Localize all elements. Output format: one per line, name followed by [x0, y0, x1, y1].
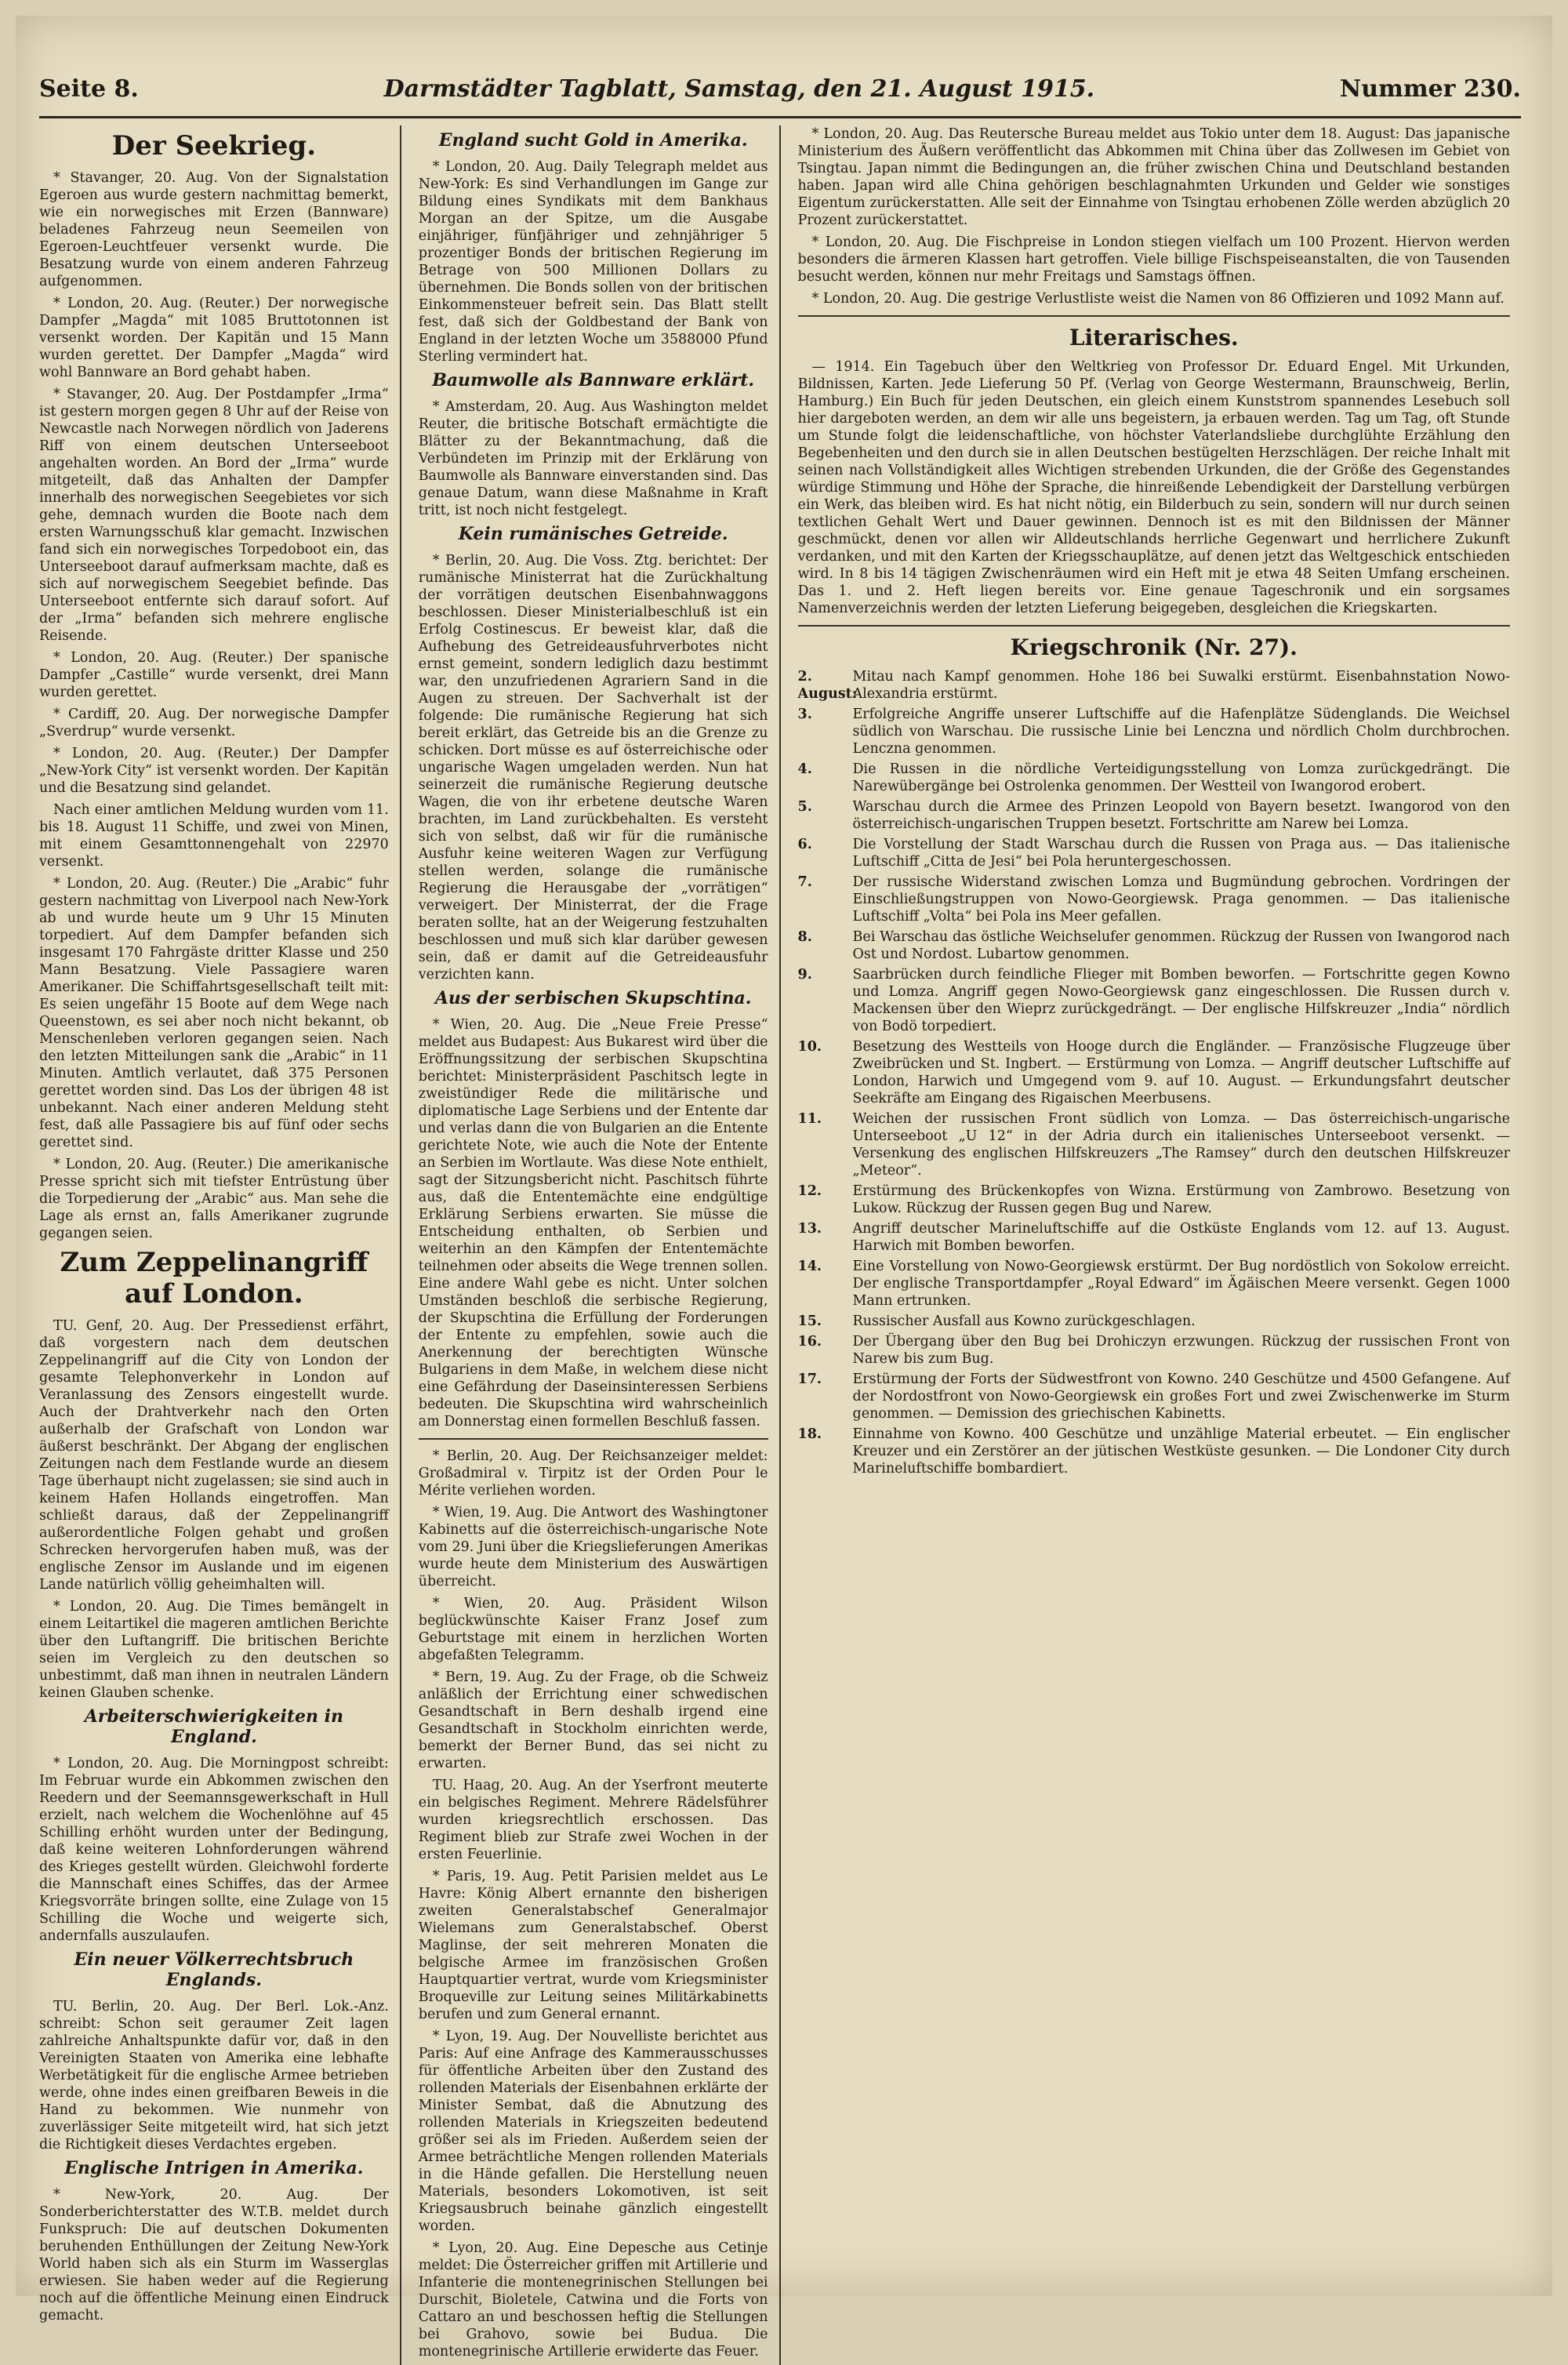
paragraph: * Wien, 19. Aug. Die Antwort des Washingtoner Kabinetts auf die österreichisch-ungarische Note vom 29. Juni über die Kriegslieferungen Amerikas wurde heute dem Ministerium des Auswärtigen überreicht. — [418, 1505, 768, 1589]
heading-intrigen: Englische Intrigen in Amerika. — [64, 2158, 364, 2178]
paragraph: * London, 20. Aug. Das Reutersche Bureau meldet aus Tokio unter dem 18. August: Das japanische Ministerium des Äußern veröffentlicht das Abkommen mit China über das Zollwesen im Gebiet von Tsingtau. Japan nimmt die Bedingungen an, die früher zwischen China und Deutschland bestanden haben. Japan wird alle China gehörigen beschlagnahmten Urkunden und Gelder wie sonstiges Eigentum zurückerstatten. Alle seit der Einnahme von Tsingtau erhobenen Zölle werden abzüglich 20 Prozent zurückerstattet. — [797, 126, 1510, 228]
chronik-entry — [798, 928, 1510, 963]
article-literarisches — [798, 358, 1510, 617]
paragraph: * London, 20. Aug. (Reuter.) Die „Arabic“ fuhr gestern nachmittag von Liverpool nach New-York ab und wurde heute um 9 Uhr 15 Minuten torpediert. Auf dem Dampfer befanden sich insgesamt 170 Fahrgäste dritter Klasse und 250 Mann Besatzung. Viele Passagiere waren Amerikaner. Die Schiffahrtsgesellschaft teilt mit: Es seien ungefähr 15 Boote auf dem Wege nach Queenstown, es sei aber noch nicht bekannt, ob Menschenleben verloren gegangen seien. Nach den letzten Mitteilungen sank die „Arabic“ in 11 Minuten. Amtlich verlautet, daß 375 Personen gerettet worden sind. Das Los der übrigen 48 ist unbekannt. Nach einer anderen Meldung steht fest, daß alle Passagiere bis auf fünf oder sechs gerettet sind. — [39, 876, 389, 1150]
paragraph: * Bern, 19. Aug. Zu der Frage, ob die Schweiz anläßlich der Errichtung einer schwedischen Gesandtschaft in Bern deshalb irgend eine Gesandtschaft in Stockholm einrichten werde, bemerkt der Berner Bund, das sei nicht zu erwarten. — [418, 1669, 768, 1771]
paragraph: * London, 20. Aug. Die Fischpreise in London stiegen vielfach um 100 Prozent. Hiervon werden besonders die ärmeren Klassen hart getroffen. Viele billige Fischspeiseanstalten, die von Tausenden besucht werden, können nur mehr Freitags und Samstags öffnen. — [797, 234, 1510, 285]
chronik-entry — [798, 1333, 1510, 1368]
article-misc — [419, 1448, 768, 2360]
heading-literarisches: Literarisches. — [1069, 325, 1239, 351]
paragraph: * Berlin, 20. Aug. Der Reichsanzeiger meldet: Großadmiral v. Tirpitz ist der Orden Pour le Mérite verliehen worden. — [418, 1448, 768, 1499]
chronik-text: Der russische Widerstand zwischen Lomza und Bugmündung gebrochen. Vordringen der Einschließungstruppen von Nowo-Georgiewsk. Praga genommen. — Das italienische Luftschiff „Volta“ bei Pola ins Meer gefallen. — [852, 874, 1510, 925]
chronik-text: Der Übergang über den Bug bei Drohiczyn erzwungen. Rückzug der russischen Front von Narew bis zum Bug. — [852, 1334, 1510, 1367]
chronik-text: Die Russen in die nördliche Verteidigungsstellung von Lomza zurückgedrängt. Die Narewübergänge bei Ostrolenka genommen. Der Westteil von Iwangorod erobert. — [852, 761, 1510, 794]
heading-kriegschronik: Kriegschronik (Nr. 27). — [1010, 634, 1298, 660]
paragraph: * London, 20. Aug. Die Morningpost schreibt: Im Februar wurde ein Abkommen zwischen den Reedern und der Seemannsgewerkschaft in Hull erzielt, nach welchem die Wochenlöhne auf 45 Schilling erhöht wurden unter der Bedingung, daß keine weiteren Lohnforderungen während des Krieges gestellt würden. Gleichwohl forderte die Mannschaft eines Schiffes, das der Armee Kriegsvorräte bringen sollte, eine Zulage von 15 Schilling die Woche und weigerte sich, andernfalls auszulaufen. — [39, 1756, 389, 1944]
chronik-text: Die Vorstellung der Stadt Warschau durch die Russen von Praga aus. — Das italienische Luftschiff „Citta de Jesi“ bei Pola heruntergeschossen. — [852, 837, 1510, 870]
article-getreide — [419, 552, 768, 983]
paragraph: * Wien, 20. Aug. Präsident Wilson beglückwünschte Kaiser Franz Josef zum Geburtstage mit einem in herzlichen Worten abgefaßten Telegramm. — [418, 1596, 768, 1663]
paragraph: * London, 20. Aug. (Reuter.) Der spanische Dampfer „Castille“ wurde versenkt, drei Mann wurden gerettet. — [39, 650, 389, 700]
paragraph: * London, 20. Aug. Die gestrige Verlustliste weist die Namen von 86 Offizieren und 1092 Mann auf. — [811, 291, 1504, 307]
chronik-date: 6. — [797, 837, 812, 852]
heading-arbeiter: Arbeiterschwierigkeiten in England. — [84, 1706, 344, 1747]
chronik-date: 18. — [797, 1426, 822, 1442]
chronik-date: 9. — [797, 967, 812, 983]
chronik-text: Weichen der russischen Front südlich von Lomza. — Das österreichisch-ungarische Unterseeboot „U 12“ in der Adria durch ein italienisches Unterseeboot versenkt. — Versenkung des englischen Hilfskreuzers „The Ramsey“ durch den deutschen Hilfskreuzer „Meteor“. — [852, 1111, 1510, 1179]
chronik-entry — [798, 798, 1510, 833]
chronik-date: 14. — [797, 1259, 822, 1274]
chronik-date: 12. — [797, 1183, 822, 1199]
paragraph: * New-York, 20. Aug. Der Sonderberichterstatter des W.T.B. meldet durch Funkspruch: Die auf deutschen Dokumenten beruhenden Enthüllungen der Zeitung New-York World haben sich als ein Sturm im Wasserglas erwiesen. Sie haben weder auf die Regierung noch auf die öffentliche Meinung einen Eindruck gemacht. — [39, 2187, 389, 2323]
paragraph: * Wien, 20. Aug. Die „Neue Freie Presse“ meldet aus Budapest: Aus Bukarest wird über die Eröffnungssitzung der serbischen Skupschtina berichtet: Ministerpräsident Paschitsch legte in zweistündiger Rede die militärische und diplomatische Lage Serbiens und der Entente dar und verlas dann die von Bulgarien an die Entente gerichtete Note, wie auch die Note der Entente an Serbien im Wortlaute. Was diese Note enthielt, sagt der Sitzungsbericht nicht. Paschitsch führte aus, daß die Ententemächte eine endgültige Erklärung Serbiens erwarten. Sie müsse die Entscheidung enthalten, ob Serbien und weiterhin an den Kämpfen der Ententemächte teilnehmen oder abseits die Wege trennen sollen. Eine andere Wahl gebe es nicht. Unter solchen Umständen beschloß die serbische Regierung, der Skupschtina die Erfüllung der Forderungen der Entente zu empfehlen, sowie auch die Anerkennung der berechtigten Wünsche Bulgariens in dem Maße, in welchem diese nicht eine Gefährdung der Daseinsinteressen Serbiens bedeuten. Die Skupschtina wird wahrscheinlich am Donnerstag einen formellen Beschluß fassen. — [418, 1017, 768, 1430]
chronik-text: Angriff deutscher Marineluftschiffe auf die Ostküste Englands vom 12. auf 13. August. Harwich mit Bomben beworfen. — [852, 1221, 1510, 1254]
chronik-entry — [798, 1220, 1510, 1255]
heading-zeppelin: Zum Zeppelinangriff auf London. — [60, 1247, 368, 1310]
chronik-text: Erstürmung der Forts der Südwestfront von Kowno. 240 Geschütze und 4500 Gefangene. Auf der Nordostfront von Nowo-Georgiewsk ein großes Fort und zwei Zwischenwerke im Sturm genommen. — Demission des griechischen Kabinetts. — [852, 1371, 1510, 1422]
article-voelkerrecht — [39, 1998, 389, 2153]
chronik-text: Eine Vorstellung von Nowo-Georgiewsk erstürmt. Der Bug nordöstlich von Sokolow erreicht. Der englische Transportdampfer „Royal Edward“ im Ägäischen Meere versenkt. Gegen 1000 Mann ertrunken. — [852, 1259, 1510, 1309]
chronik-entry — [798, 706, 1510, 757]
chronik-entry — [798, 668, 1510, 703]
article-zeppelin — [39, 1317, 389, 1702]
paragraph: * London, 20. Aug. (Reuter.) Die amerikanische Presse spricht sich mit tiefster Entrüstung über die Torpedierung der „Arabic“ aus. Man sehe die Lage als ernst an, falls Amerikaner zugrunde gegangen seien. — [39, 1157, 389, 1241]
column-1 — [39, 125, 401, 2365]
masthead-title: Darmstädter Tagblatt, Samstag, den 21. August 1915. — [383, 74, 1095, 103]
article-top — [798, 125, 1510, 307]
article-arbeiter — [39, 1755, 389, 1945]
chronik-entry — [798, 1182, 1510, 1217]
paragraph: * Stavanger, 20. Aug. Der Postdampfer „Irma“ ist gestern morgen gegen 8 Uhr auf der Reise von Newcastle nach Norwegen nördlich von Jaderens Riff von einem deutschen Unterseeboot angehalten worden. An Bord der „Irma“ wurde mitgeteilt, daß das Anhalten der Dampfer innerhalb des norwegischen Seegebietes vor sich gehe, demnach wurden die Boote nach dem ersten Warnungsschuß klar gemacht. Inzwischen fand sich ein norwegisches Torpedoboot ein, das Unterseeboot darauf aufmerksam machte, daß es sich auf norwegischem Seegebiet befinde. Das Unterseeboot entfernte sich darauf sofort. Auf der „Irma“ befanden sich mehrere englische Reisende. — [39, 387, 389, 644]
heading-getreide: Kein rumänisches Getreide. — [458, 524, 728, 544]
kriegschronik-list — [798, 668, 1510, 1477]
article-skupschtina — [419, 1016, 768, 1430]
paragraph: * London, 20. Aug. (Reuter.) Der norwegische Dampfer „Magda“ mit 1085 Bruttotonnen ist versenkt worden. Der Kapitän und 15 Mann wurden gerettet. Der Dampfer „Magda“ wird wohl Bannware an Bord gehabt haben. — [39, 296, 389, 380]
divider — [798, 625, 1510, 627]
paragraph: TU. Berlin, 20. Aug. Der Berl. Lok.-Anz. schreibt: Schon seit geraumer Zeit lagen zahlreiche Anhaltspunkte dafür vor, daß in den Vereinigten Staaten von Amerika eine lebhafte Werbetätigkeit für die englische Armee betrieben werde, ohne indes einen greifbaren Beweis in die Hand zu bekommen. Wie nunmehr von zuverlässiger Seite mitgeteilt wird, hat sich jetzt die Richtigkeit dieses Verdachtes ergeben. — [39, 1999, 389, 2152]
article-baumwolle — [419, 398, 768, 519]
newspaper-page — [16, 16, 1552, 2360]
article-gold — [419, 158, 768, 365]
heading-voelkerrecht: Ein neuer Völkerrechtsbruch Englands. — [74, 1949, 354, 1990]
paragraph: * London, 20. Aug. (Reuter.) Der Dampfer „New-York City“ ist versenkt worden. Der Kapitän und die Besatzung sind gelandet. — [39, 746, 389, 796]
divider — [798, 315, 1510, 317]
chronik-text: Bei Warschau das östliche Weichselufer genommen. Rückzug der Russen von Iwangorod nach Ost und Nordost. Lubartow genommen. — [852, 929, 1510, 962]
chronik-date: 8. — [797, 929, 812, 945]
columns — [39, 125, 1521, 2360]
heading-seekrieg: Der Seekrieg. — [111, 130, 317, 162]
chronik-date: 4. — [797, 761, 812, 777]
column-3 — [798, 125, 1521, 2365]
divider — [419, 1438, 768, 1440]
chronik-text: Besetzung des Westteils von Hooge durch die Engländer. — Französische Flugzeuge über Zweibrücken und St. Ingbert. — Erstürmung von Lomza. — Angriff deutscher Luftschiffe auf London, Harwich und Umgegend vom 9. auf 10. August. — Erkundungsfahrt deutscher Seekräfte am Eingang des Rigaischen Meerbusens. — [852, 1039, 1510, 1106]
chronik-entry — [798, 874, 1510, 925]
chronik-date: 13. — [797, 1221, 822, 1237]
paragraph: * Paris, 19. Aug. Petit Parisien meldet aus Le Havre: König Albert ernannte den bisherigen zweiten Generalstabschef Generalmajor Wielemans zum Generalstabschef. Oberst Maglinse, der seit mehreren Monaten die belgische Armee im französischen Großen Hauptquartier vertrat, wurde vom Kriegsminister Broqueville zur Leitung seines Militärkabinetts berufen und zum General ernannt. — [418, 1869, 768, 2022]
chronik-date: 15. — [797, 1313, 822, 1329]
page-header — [39, 61, 1521, 118]
chronik-date: 10. — [797, 1039, 822, 1055]
chronik-date: 5. — [797, 799, 812, 815]
paragraph: * Cardiff, 20. Aug. Der norwegische Dampfer „Sverdrup“ wurde versenkt. — [39, 707, 389, 739]
chronik-date: 17. — [797, 1371, 822, 1387]
chronik-text: Saarbrücken durch feindliche Flieger mit Bomben beworfen. — Fortschritte gegen Kowno und Lomza. Angriff gegen Nowo-Georgiewsk ganz eingeschlossen. Die Russen durch v. Mackensen über den Wieprz zurückgedrängt. — Der englische Hilfskreuzer „India“ nördlich von Bodö torpediert. — [852, 967, 1510, 1034]
chronik-date: 16. — [797, 1334, 822, 1350]
paragraph: * Stavanger, 20. Aug. Von der Signalstation Egeroen aus wurde gestern nachmittag bemerkt, wie ein norwegisches mit Erzen (Bannware) beladenes Fahrzeug neun Seemeilen von Egeroen-Leuchtfeuer versenkt wurde. Die Besatzung wurde von einem anderen Fahrzeug aufgenommen. — [39, 170, 389, 289]
chronik-entry — [798, 1371, 1510, 1422]
chronik-text: Erstürmung des Brückenkopfes von Wizna. Erstürmung von Zambrowo. Besetzung von Lukow. Rückzug der Russen gegen Bug und Narew. — [852, 1183, 1510, 1216]
chronik-text: Erfolgreiche Angriffe unserer Luftschiffe auf die Hafenplätze Südenglands. Die Weichsel südlich von Warschau. Die russische Linie bei Lenczna und nördlich Cholm durchbrochen. Lenczna genommen. — [852, 707, 1510, 757]
chronik-date: 11. — [797, 1111, 822, 1127]
chronik-text: Einnahme von Kowno. 400 Geschütze und unzählige Material erbeutet. — Ein englischer Kreuzer und ein Zerstörer an der jütischen Westküste gesunken. — Die Londoner City durch Marineluftschiffe bombardiert. — [852, 1426, 1510, 1477]
page-number: Seite 8. — [39, 74, 139, 103]
chronik-entry — [798, 966, 1510, 1035]
chronik-date: 3. — [797, 707, 812, 722]
heading-skupschtina: Aus der serbischen Skupschtina. — [434, 988, 752, 1008]
paragraph: * London, 20. Aug. Daily Telegraph meldet aus New-York: Es sind Verhandlungen im Gange zur Bildung eines Syndikats mit dem Bankhaus Morgan an der Spitze, um die Ausgabe einjähriger, fünfjähriger und zehnjähriger 5 prozentiger Bonds der britischen Regierung im Betrage von 500 Millionen Dollars zu übernehmen. Die Bonds sollen von der britischen Einkommensteuer befreit sein. Das Blatt stellt fest, daß sich der Goldbestand der Bank von England in der letzten Woche um 3588000 Pfund Sterling vermindert hat. — [418, 159, 768, 365]
chronik-entry — [798, 1313, 1510, 1330]
chronik-entry — [798, 836, 1510, 870]
chronik-entry — [798, 1258, 1510, 1310]
heading-gold: England sucht Gold in Amerika. — [438, 130, 748, 151]
paragraph: * Berlin, 20. Aug. Die Voss. Ztg. berichtet: Der rumänische Ministerrat hat die Zurückhaltung der vorrätigen deutschen Eisenbahnwaggons beschlossen. Dieser Ministerialbeschluß ist ein Erfolg Costinescus. Er beweist klar, daß die Aufhebung des Getreideausfuhrverbotes nicht ernst gemeint, sondern lediglich dazu bestimmt war, den unzufriedenen Agrariern Sand in die Augen zu streuen. Der Sachverhalt ist der folgende: Die rumänische Regierung hat sich bereit erklärt, das Getreide bis an die Grenze zu schicken. Dort müsse es auf österreichische oder ungarische Wagen umgeladen werden. Nun hat seinerzeit die rumänische Regierung deutsche Wagen, die von ihr erbetene deutsche Waren brachten, im Land zurückbehalten. Es versteht sich von selbst, daß wir für die rumänische Ausfuhr keine weiteren Wagen zur Verfügung stellen werden, solange die rumänische Regierung die Herausgabe der „vorrätigen“ verweigert. Der Ministerrat, der die Frage beraten sollte, hat an der Weigerung festzuhalten beschlossen und muß sich klar darüber gewesen sein, daß er damit auf die Getreideausfuhr verzichten kann. — [418, 553, 768, 983]
heading-baumwolle: Baumwolle als Bannware erklärt. — [432, 370, 755, 391]
paragraph: * London, 20. Aug. Die Times bemängelt in einem Leitartikel die mageren amtlichen Berichte über den Luftangriff. Die britischen Berichte seien im Vergleich zu den deutschen so unbestimmt, daß man ihnen in neutralen Ländern keinen Glauben schenke. — [39, 1599, 389, 1701]
chronik-date: 7. — [797, 874, 812, 890]
chronik-entry — [798, 1426, 1510, 1477]
column-2 — [419, 125, 781, 2365]
chronik-entry — [798, 1110, 1510, 1179]
issue-number: Nummer 230. — [1339, 74, 1521, 103]
chronik-text: Russischer Ausfall aus Kowno zurückgeschlagen. — [852, 1313, 1196, 1329]
chronik-text: Warschau durch die Armee des Prinzen Leopold von Bayern besetzt. Iwangorod von den österreichisch-ungarischen Truppen besetzt. Fortschritte am Narew bei Lomza. — [852, 799, 1510, 832]
paragraph: TU. Genf, 20. Aug. Der Pressedienst erfährt, daß vorgestern nach dem deutschen Zeppelinangriff auf die City von London der gesamte Telephonverkehr in London auf Veranlassung des Zensors eingestellt wurde. Auch der Drahtverkehr nach den Orten außerhalb der Grafschaft von London war äußerst beschränkt. Der Abgang der englischen Zeitungen nach dem Festlande wurde an diesem Tage überhaupt nicht zugelassen; sie sind auch in keinem Hafen Hollands eingetroffen. Man schließt daraus, daß der Zeppelinangriff außerordentliche Folgen gehabt und großen Schrecken hervorgerufen haben muß, was der englische Zensor im Auslande und im eigenen Lande natürlich völlig geheimhalten will. — [39, 1318, 389, 1593]
article-seekrieg — [39, 169, 389, 1242]
chronik-text: Mitau nach Kampf genommen. Hohe 186 bei Suwalki erstürmt. Eisenbahnstation Nowo-Alexandria erstürmt. — [852, 669, 1510, 702]
chronik-entry — [798, 1038, 1510, 1107]
paragraph: * Lyon, 19. Aug. Der Nouvelliste berichtet aus Paris: Auf eine Anfrage des Kammerausschusses für öffentliche Arbeiten über den Zustand des rollenden Materials der Eisenbahnen erklärte der Minister Sembat, daß die Abnutzung des rollenden Materials in Kriegszeiten bedeutend größer sei als im Frieden. Außerdem seien der Armee beträchtliche Mengen rollenden Materials in die Hände gefallen. Die Herstellung neuen Materials, besonders Lokomotiven, ist seit Kriegsausbruch beinahe gänzlich eingestellt worden. — [418, 2029, 768, 2234]
paragraph: Nach einer amtlichen Meldung wurden vom 11. bis 18. August 11 Schiffe, und zwei von Minen, mit einem Gesamttonnengehalt von 22970 versenkt. — [39, 802, 389, 870]
chronik-date: 2. August: — [797, 669, 858, 702]
paragraph: * Amsterdam, 20. Aug. Aus Washington meldet Reuter, die britische Botschaft ermächtigte die Blätter zu der Bekanntmachung, daß die Verbündeten im Prinzip mit der Erklärung von Baumwolle als Bannware einverstanden sind. Das genaue Datum, wann diese Maßnahme in Kraft tritt, ist noch nicht festgelegt. — [418, 399, 768, 518]
chronik-entry — [798, 761, 1510, 795]
paragraph: TU. Haag, 20. Aug. An der Yserfront meuterte ein belgisches Regiment. Mehrere Rädelsführer wurden kriegsrechtlich erschossen. Das Regiment blieb zur Strafe zwei Wochen in der ersten Feuerlinie. — [418, 1778, 768, 1862]
paragraph: * Lyon, 20. Aug. Eine Depesche aus Cetinje meldet: Die Österreicher griffen mit Artillerie und Infanterie die montenegrinischen Stellungen bei Durschit, Bioletele, Catwina und die Forts von Cattaro an und beschossen heftig die Stellungen bei Grahovo, sowie bei Budua. Die montenegrinische Artillerie erwiderte das Feuer. — [418, 2240, 768, 2360]
article-intrigen — [39, 2186, 389, 2324]
paragraph: — 1914. Ein Tagebuch über den Weltkrieg von Professor Dr. Eduard Engel. Mit Urkunden, Bildnissen, Karten. Jede Lieferung 50 Pf. (Verlag von George Westermann, Braunschweig, Berlin, Hamburg.) Ein Buch für jeden Deutschen, ein gleich einem Kunststrom spannendes Lesebuch soll hier dargeboten werden, an dem wir alle uns begeistern, ja erbauen werden. Tag um Tag, oft Stunde um Stunde folgt die leidenschaftliche, von höchster Vaterlandsliebe durchglühte Erzählung den Begebenheiten und den durch sie in allen Deutschen bestügelten Herzschlägen. Der reiche Inhalt mit seinen nach Vollständigkeit alles Wichtigen strebenden Urkunden, die der Größe des Gegenstandes würdige Stimmung und Höhe der Sprache, die hinreißende Lebendigkeit der Darstellung verbürgen ein Werk, das bleiben wird. Es hat nicht nötig, ein Bilderbuch zu sein, sondern will nur durch seinen textlichen Gehalt Wert und Dauer gewinnen. Dennoch ist es mit den Bildnissen der Männer geschmückt, denen vor allen wir Alldeutschlands herrliche Gegenwart und herrlichere Zukunft verdanken, und mit den Karten der Kriegsschauplätze, auf denen jetzt das Weltgeschick entschieden wird. In 8 bis 14 tägigen Zwischenräumen wird ein Heft mit je etwa 48 Seiten Umfang erscheinen. Das 1. und 2. Heft liegen bereits vor. Eine genaue Tageschronik und ein sorgsames Namenverzeichnis werden der letzten Lieferung beigegeben, desgleichen die Kriegskarten. — [797, 359, 1510, 616]
